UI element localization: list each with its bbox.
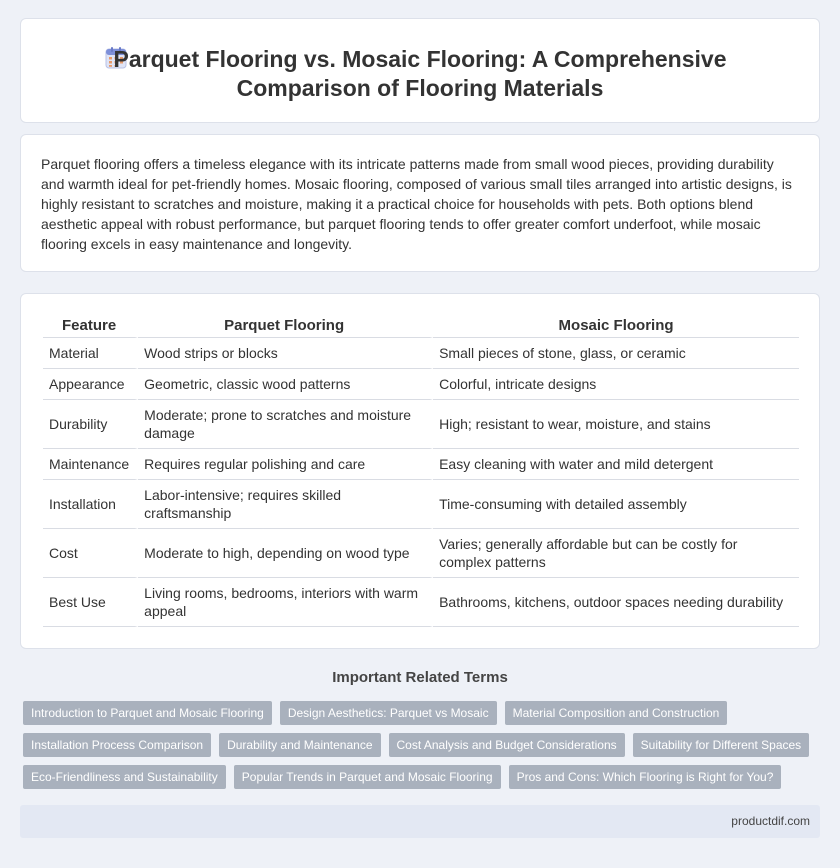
tag-row	[23, 765, 823, 789]
page-title	[21, 45, 819, 103]
parquet-cell: Geometric, classic wood patterns	[138, 369, 433, 400]
intro-card	[20, 134, 820, 272]
parquet-cell: Labor-intensive; requires skilled craftsmanship	[138, 480, 433, 529]
comparison-table	[43, 314, 799, 627]
related-term-tag[interactable]: Popular Trends in Parquet and Mosaic Flooring	[234, 765, 501, 789]
header-parquet: Parquet Flooring	[138, 314, 433, 338]
related-term-tag[interactable]: Installation Process Comparison	[23, 733, 211, 757]
related-term-tag[interactable]: Introduction to Parquet and Mosaic Flooring	[23, 701, 272, 725]
page-title-line-2: Comparison of Flooring Materials	[236, 75, 604, 101]
mosaic-cell: Varies; generally affordable but can be costly for complex patterns	[433, 529, 799, 578]
header-feature: Feature	[43, 314, 138, 338]
header-mosaic: Mosaic Flooring	[433, 314, 799, 338]
related-term-tag[interactable]: Durability and Maintenance	[219, 733, 380, 757]
tag-row	[23, 733, 823, 757]
footer-site-link[interactable]: productdif.com	[731, 814, 810, 828]
table-row	[43, 529, 799, 578]
parquet-cell: Wood strips or blocks	[138, 338, 433, 369]
mosaic-cell: Time-consuming with detailed assembly	[433, 480, 799, 529]
table-row	[43, 480, 799, 529]
header-card	[20, 18, 820, 123]
table-row	[43, 578, 799, 627]
table-row	[43, 449, 799, 480]
comparison-card	[20, 293, 820, 649]
tag-row	[23, 701, 823, 725]
feature-cell: Best Use	[43, 578, 138, 627]
mosaic-cell: Easy cleaning with water and mild detergent	[433, 449, 799, 480]
page-title-line-1: Parquet Flooring vs. Mosaic Flooring: A Comprehensive	[113, 46, 727, 72]
parquet-cell: Moderate; prone to scratches and moisture damage	[138, 400, 433, 449]
related-term-tag[interactable]: Suitability for Different Spaces	[633, 733, 810, 757]
feature-cell: Installation	[43, 480, 138, 529]
mosaic-cell: Bathrooms, kitchens, outdoor spaces needing durability	[433, 578, 799, 627]
table-row	[43, 400, 799, 449]
feature-cell: Appearance	[43, 369, 138, 400]
feature-cell: Material	[43, 338, 138, 369]
mosaic-cell: Small pieces of stone, glass, or ceramic	[433, 338, 799, 369]
related-term-tag[interactable]: Material Composition and Construction	[505, 701, 728, 725]
related-term-tag[interactable]: Pros and Cons: Which Flooring is Right for You?	[509, 765, 782, 789]
related-terms-heading: Important Related Terms	[332, 669, 508, 686]
related-term-tag[interactable]: Design Aesthetics: Parquet vs Mosaic	[280, 701, 497, 725]
intro-paragraph: Parquet flooring offers a timeless elegance with its intricate patterns made from small wood pieces, providing durability and warmth ideal for pet-friendly homes. Mosaic flooring, composed of various small tiles arranged into artistic designs, is highly resistant to scratches and moisture, making it a practical choice for households with pets. Both options blend aesthetic appeal with robust performance, but parquet flooring tends to offer greater comfort underfoot, while mosaic flooring excels in easy maintenance and longevity.	[41, 156, 792, 252]
footer-bar	[20, 805, 820, 838]
feature-cell: Maintenance	[43, 449, 138, 480]
parquet-cell: Requires regular polishing and care	[138, 449, 433, 480]
table-row	[43, 369, 799, 400]
table-row	[43, 338, 799, 369]
feature-cell: Cost	[43, 529, 138, 578]
feature-cell: Durability	[43, 400, 138, 449]
related-terms-list	[23, 701, 823, 797]
parquet-cell: Living rooms, bedrooms, interiors with warm appeal	[138, 578, 433, 627]
mosaic-cell: High; resistant to wear, moisture, and stains	[433, 400, 799, 449]
related-term-tag[interactable]: Cost Analysis and Budget Considerations	[389, 733, 625, 757]
mosaic-cell: Colorful, intricate designs	[433, 369, 799, 400]
parquet-cell: Moderate to high, depending on wood type	[138, 529, 433, 578]
related-term-tag[interactable]: Eco-Friendliness and Sustainability	[23, 765, 226, 789]
